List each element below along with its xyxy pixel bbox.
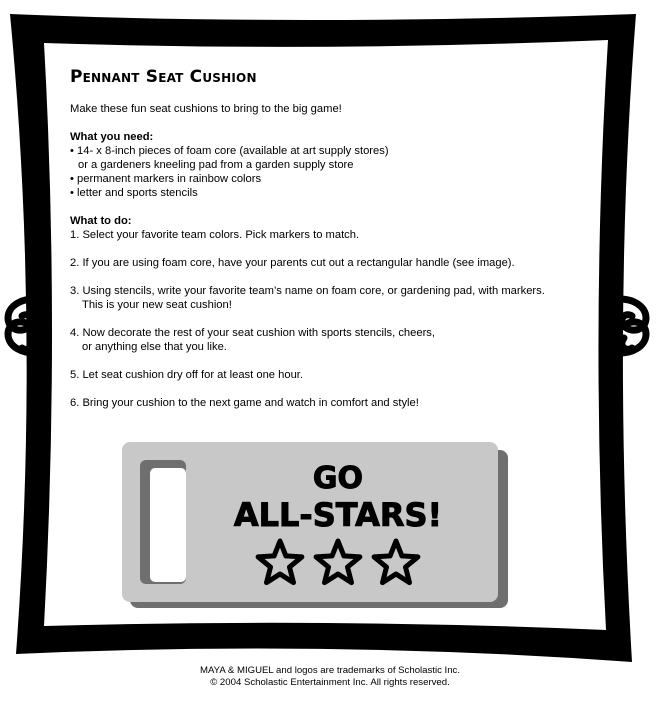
cushion-illustration (120, 440, 510, 610)
list-item (70, 172, 570, 186)
intro-text: Make these fun seat cushions to bring to the big game! (70, 103, 342, 115)
step-text: 4. Now decorate the rest of your seat cushion with sports stencils, cheers, (70, 327, 436, 339)
list-item-text: • permanent markers in rainbow colors (70, 173, 262, 185)
step-text: 6. Bring your cushion to the next game and watch in comfort and style! (70, 397, 419, 409)
step-item (70, 326, 570, 354)
steps-list (70, 228, 570, 410)
copyright-notice: © 2004 Scholastic Entertainment Inc. All rights reserved. (210, 677, 450, 688)
cushion-text-line2: ALL-STARS! (233, 496, 443, 534)
trademark-notice: MAYA & MIGUEL and logos are trademarks of Scholastic Inc. (199, 665, 461, 676)
list-item (70, 186, 570, 200)
list-item (70, 144, 570, 172)
step-item (70, 368, 570, 382)
cushion-text-line1: GO (312, 461, 364, 496)
step-item (70, 284, 570, 312)
step-item (70, 396, 570, 410)
list-item-text: • 14- x 8-inch pieces of foam core (available at art supply stores) (70, 145, 389, 157)
page-title: Pennant Seat Cushion (70, 67, 257, 87)
step-text: 2. If you are using foam core, have your parents cut out a rectangular handle (see image). (70, 257, 515, 269)
list-item-text: • letter and sports stencils (70, 187, 198, 199)
cushion-handle (150, 468, 186, 582)
need-list (70, 144, 570, 200)
step-item (70, 228, 570, 242)
step-item (70, 256, 570, 270)
step-text: 1. Select your favorite team colors. Pick markers to match. (70, 229, 360, 241)
todo-heading: What to do: (70, 215, 132, 227)
instructions-content (70, 66, 570, 424)
list-item-text-continued: or a gardeners kneeling pad from a garden supply store (78, 159, 354, 171)
need-heading: What you need: (70, 131, 154, 143)
step-text: 3. Using stencils, write your favorite team’s name on foam core, or gardening pad, with markers. (70, 285, 545, 297)
stars-group (258, 541, 418, 583)
step-text: 5. Let seat cushion dry off for at least one hour. (70, 369, 304, 381)
step-text-continued: or anything else that you like. (82, 341, 227, 353)
step-text-continued: This is your new seat cushion! (82, 299, 232, 311)
